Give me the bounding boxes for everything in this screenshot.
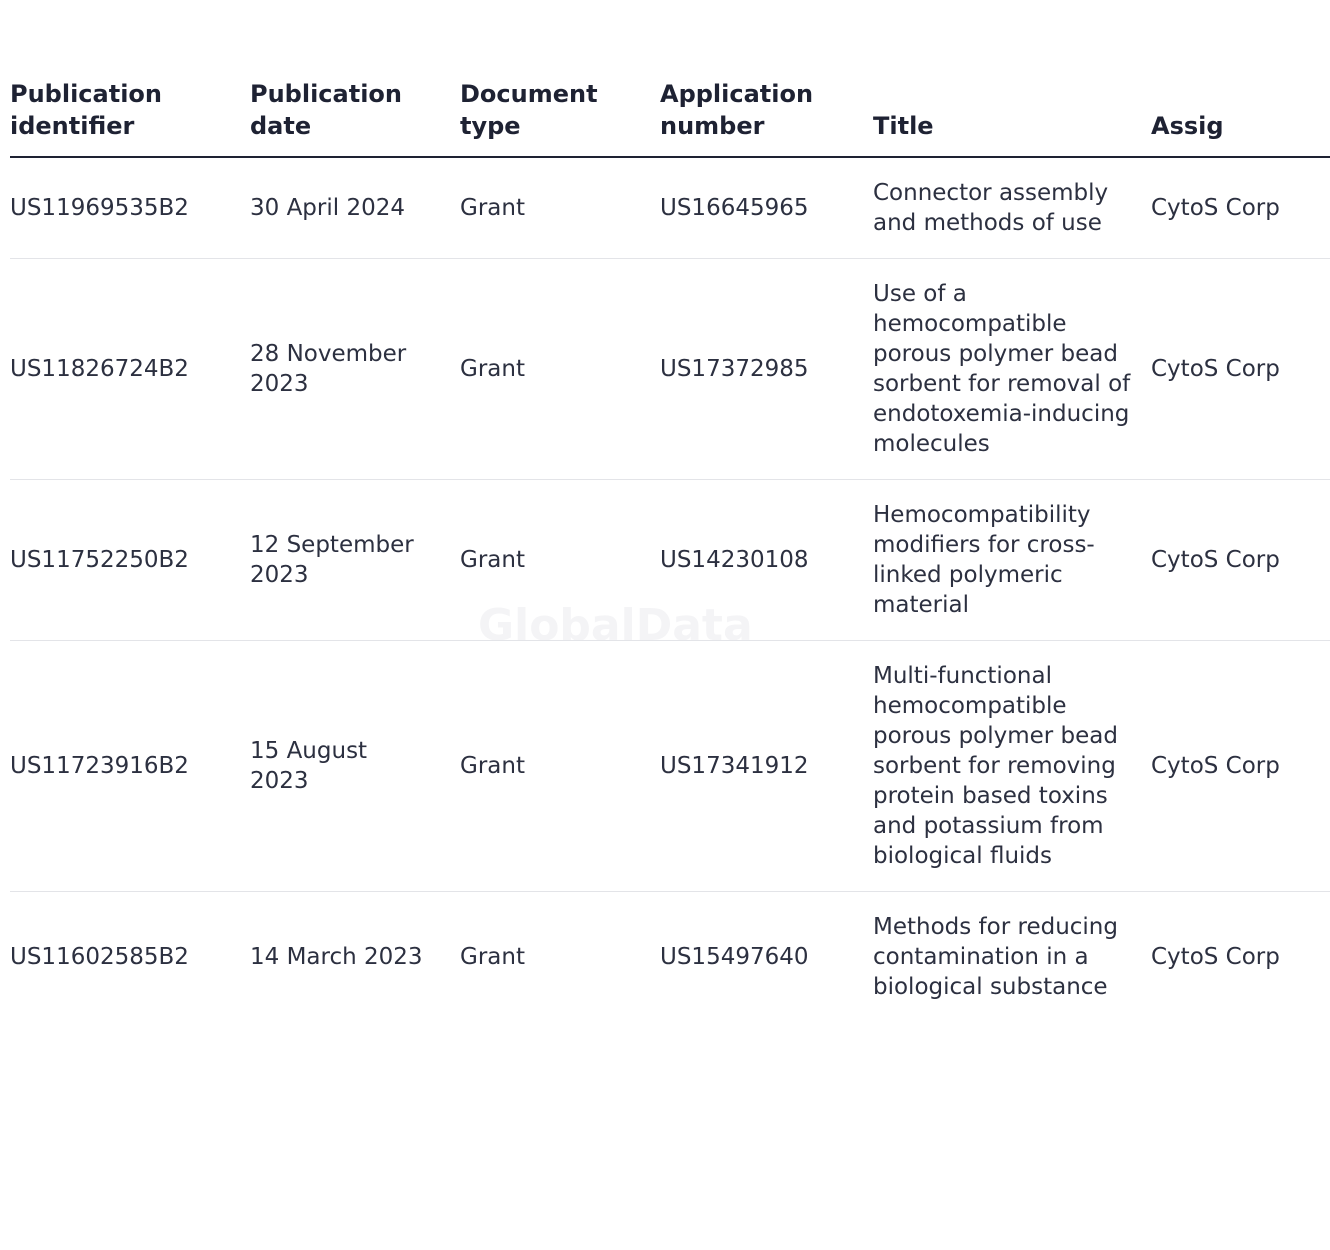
column-header-publication-identifier[interactable]: Publication identifier — [10, 74, 250, 157]
cell-title: Methods for reducing contamination in a biological substance — [873, 914, 1118, 1000]
patents-table-container[interactable] — [10, 74, 1280, 1022]
cell-assignee: CytoS Corp — [1151, 480, 1330, 641]
column-header-document-type[interactable]: Document type — [460, 74, 660, 157]
cell-title: Multi-functional hemocompatible porous polymer bead sorbent for removing protein based toxins and potassium from biological fluids — [873, 641, 1151, 892]
table-body — [10, 157, 1330, 1022]
cell-publication-identifier: US11969535B2 — [10, 157, 250, 259]
cell-publication-date: 28 November 2023 — [250, 259, 460, 480]
cell-application-number: US14230108 — [660, 480, 873, 641]
cell-title: Hemocompatibility modifiers for cross-linked polymeric material — [873, 480, 1151, 641]
cell-title: Use of a hemocompatible porous polymer bead sorbent for removal of endotoxemia-inducing molecules — [873, 259, 1151, 480]
cell-document-type: Grant — [460, 259, 660, 480]
table-row[interactable] — [10, 157, 1330, 259]
cell-assignee: CytoS Corp — [1151, 944, 1280, 970]
cell-application-number: US17372985 — [660, 259, 873, 480]
cell-document-type: Grant — [460, 944, 525, 970]
cell-application-number: US15497640 — [660, 944, 809, 970]
cell-publication-identifier: US11723916B2 — [10, 641, 250, 892]
cell-application-number: US17341912 — [660, 641, 873, 892]
cell-document-type: Grant — [460, 641, 660, 892]
column-header-application-number[interactable]: Application number — [660, 74, 873, 157]
cell-title: Connector assembly and methods of use — [873, 157, 1151, 259]
watermark-logo: GlobalData — [478, 600, 753, 651]
table-row[interactable] — [10, 641, 1330, 892]
cell-assignee: CytoS Corp — [1151, 641, 1330, 892]
cell-assignee: CytoS Corp — [1151, 259, 1330, 480]
table-row[interactable] — [10, 259, 1330, 480]
cell-application-number: US16645965 — [660, 157, 873, 259]
column-header-assignee[interactable]: Assig — [1151, 74, 1330, 157]
cell-publication-date: 12 September 2023 — [250, 480, 460, 641]
cell-publication-identifier: US11752250B2 — [10, 480, 250, 641]
table-row[interactable] — [10, 480, 1330, 641]
cell-publication-identifier: US11826724B2 — [10, 259, 250, 480]
table-row[interactable] — [10, 892, 1330, 1023]
table-header — [10, 74, 1330, 157]
cell-publication-date: 30 April 2024 — [250, 157, 460, 259]
cell-publication-date: 15 August 2023 — [250, 641, 460, 892]
patents-table — [10, 74, 1330, 1022]
column-header-publication-date[interactable]: Publication date — [250, 74, 460, 157]
cell-publication-identifier: US11602585B2 — [10, 944, 189, 970]
header-row — [10, 74, 1330, 157]
cell-publication-date: 14 March 2023 — [250, 944, 423, 970]
cell-assignee: CytoS Corp — [1151, 157, 1330, 259]
column-header-title[interactable]: Title — [873, 74, 1151, 157]
cell-document-type: Grant — [460, 480, 660, 641]
cell-document-type: Grant — [460, 157, 660, 259]
